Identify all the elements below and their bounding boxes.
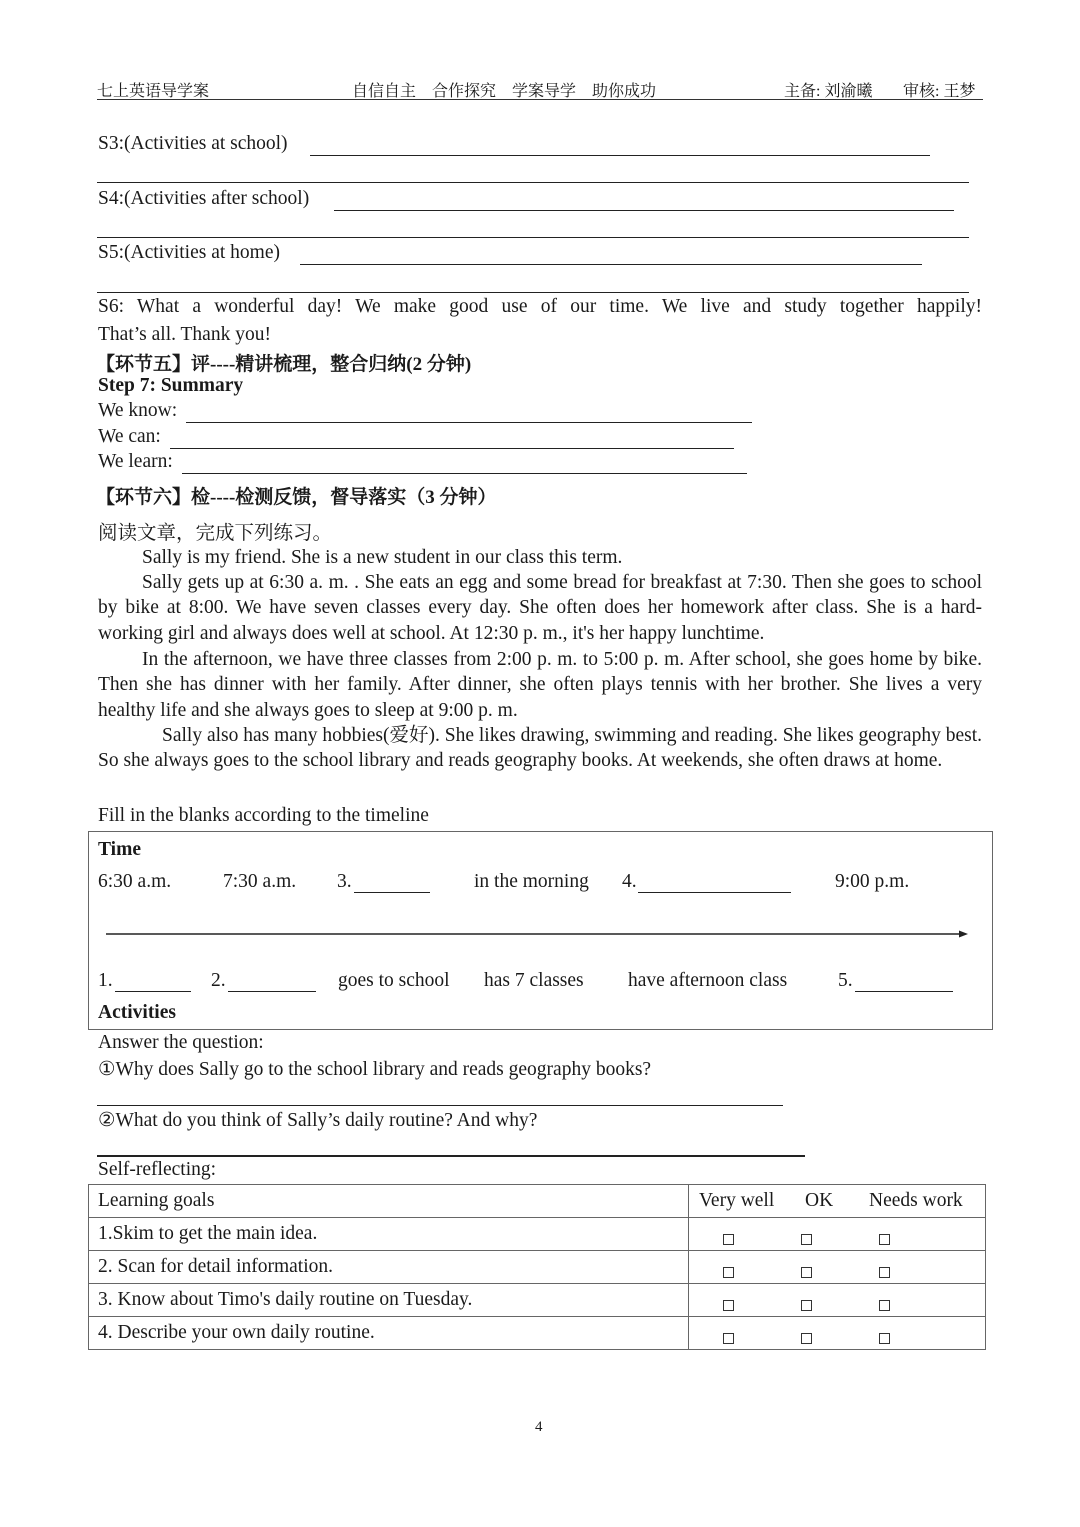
time-item-morning: in the morning (474, 871, 589, 892)
activity-blank-2[interactable] (228, 991, 316, 992)
header-center: 自信自主 合作探究 学案导学 助你成功 (352, 83, 657, 100)
timeline-instruction: Fill in the blanks according to the timeline (98, 805, 429, 826)
activity-blank-5-label: 5. (838, 970, 853, 991)
rating-cell (689, 1251, 986, 1284)
reading-instruction: 阅读文章，完成下列练习。 (98, 523, 333, 544)
time-item-6: 9:00 p.m. (835, 871, 910, 892)
s3-answer-line[interactable] (310, 155, 930, 156)
s4-answer-line[interactable] (334, 210, 954, 211)
goal-text: 4. Describe your own daily routine. (89, 1317, 689, 1350)
header-left: 七上英语导学案 (97, 83, 210, 100)
we-know-label: We know: (98, 400, 178, 421)
passage-paragraph-4: Sally also has many hobbies(爱好). She likes drawing, swimming and reading. She likes geography best. So she always goes to the school library and reads geography books. At weekends, she often draws at home. (98, 725, 982, 772)
question-2-answer-line[interactable] (97, 1155, 805, 1157)
s5-answer-line[interactable] (300, 264, 922, 265)
activity-goes-to-school: goes to school (338, 970, 450, 991)
checkbox-ok[interactable] (801, 1333, 812, 1344)
goal-text: 3. Know about Timo's daily routine on Tuesday. (89, 1284, 689, 1317)
time-blank-3[interactable] (354, 892, 430, 893)
checkbox-needs-work[interactable] (879, 1234, 890, 1245)
checkbox-ok[interactable] (801, 1300, 812, 1311)
col-needs-work: Needs work (869, 1190, 963, 1211)
activity-has-classes: has 7 classes (484, 970, 584, 991)
s6-line-1: S6: What a wonderful day! We make good use of our time. We live and study together happily! (98, 296, 982, 317)
time-blank-4[interactable] (638, 892, 791, 893)
activity-blank-1-label: 1. (98, 970, 113, 991)
s6-line-2: That’s all. Thank you! (98, 324, 271, 345)
checkbox-very-well[interactable] (723, 1333, 734, 1344)
header-reviewer: 审核: 王梦 (903, 83, 976, 100)
s5-answer-line-2[interactable] (97, 292, 969, 293)
rating-header-cell (689, 1185, 986, 1218)
questions-heading: Answer the question: (98, 1032, 264, 1053)
self-reflect-table (88, 1184, 986, 1350)
col-very-well: Very well (699, 1190, 775, 1211)
table-row (89, 1251, 986, 1284)
section5-title: 【环节五】评----精讲梳理，整合归纳(2 分钟) (96, 354, 472, 375)
checkbox-very-well[interactable] (723, 1300, 734, 1311)
rating-cell (689, 1317, 986, 1350)
s5-label: S5:(Activities at home) (98, 242, 280, 263)
timeline-activities-label: Activities (98, 1002, 176, 1023)
checkbox-ok[interactable] (801, 1267, 812, 1278)
page-number: 4 (535, 1419, 543, 1435)
rating-cell (689, 1284, 986, 1317)
s3-answer-line-2[interactable] (97, 182, 969, 183)
s3-label: S3:(Activities at school) (98, 133, 288, 154)
passage-paragraph-1: Sally is my friend. She is a new student in our class this term. (142, 547, 623, 568)
timeline-time-label: Time (98, 839, 141, 860)
checkbox-very-well[interactable] (723, 1267, 734, 1278)
s4-answer-line-2[interactable] (97, 237, 969, 238)
rating-cell (689, 1218, 986, 1251)
we-learn-line[interactable] (182, 473, 747, 474)
passage-paragraph-2: Sally gets up at 6:30 a. m. . She eats an egg and some bread for breakfast at 7:30. Then she goes to school by bike at 8:00. We have seven classes every day. She often does her homework after class. She is a hard-working girl and always does well at school. At 12:30 p. m., it's her happy lunchtime. (98, 572, 982, 644)
activity-blank-2-label: 2. (211, 970, 226, 991)
step7-title: Step 7: Summary (98, 375, 244, 396)
s4-label: S4:(Activities after school) (98, 188, 310, 209)
question-1-answer-line[interactable] (97, 1105, 783, 1106)
we-learn-label: We learn: (98, 451, 173, 472)
checkbox-needs-work[interactable] (879, 1300, 890, 1311)
col-ok: OK (805, 1190, 834, 1211)
checkbox-ok[interactable] (801, 1234, 812, 1245)
passage-paragraph-3: In the afternoon, we have three classes from 2:00 p. m. to 5:00 p. m. After school, she goes home by bike. Then she has dinner with her family. After dinner, she often plays tennis with her brother. She lives a very healthy life and she always goes to sleep at 9:00 p. m. (98, 649, 982, 721)
self-reflect-heading: Self-reflecting: (98, 1159, 217, 1180)
we-can-label: We can: (98, 426, 161, 447)
header-divider (97, 99, 983, 100)
timeline-arrow (104, 927, 970, 941)
we-can-line[interactable] (170, 448, 734, 449)
activity-blank-5[interactable] (855, 991, 953, 992)
time-blank-3-label: 3. (337, 871, 352, 892)
activity-blank-1[interactable] (115, 991, 191, 992)
question-1: ①Why does Sally go to the school library and reads geography books? (98, 1059, 652, 1080)
time-blank-4-label: 4. (622, 871, 637, 892)
self-reflect-header-row (89, 1185, 986, 1218)
goal-text: 1.Skim to get the main idea. (89, 1218, 689, 1251)
goal-text: 2. Scan for detail information. (89, 1251, 689, 1284)
section6-title: 【环节六】检----检测反馈，督导落实（3 分钟） (96, 487, 497, 508)
col-learning-goals: Learning goals (89, 1185, 689, 1218)
we-know-line[interactable] (186, 422, 752, 423)
table-row (89, 1218, 986, 1251)
question-2: ②What do you think of Sally’s daily routine? And why? (98, 1110, 538, 1131)
activity-afternoon-class: have afternoon class (628, 970, 788, 991)
time-item-2: 7:30 a.m. (223, 871, 297, 892)
checkbox-very-well[interactable] (723, 1234, 734, 1245)
checkbox-needs-work[interactable] (879, 1267, 890, 1278)
header-editor: 主备: 刘渝曦 (784, 83, 873, 100)
table-row (89, 1317, 986, 1350)
table-row (89, 1284, 986, 1317)
checkbox-needs-work[interactable] (879, 1333, 890, 1344)
time-item-1: 6:30 a.m. (98, 871, 172, 892)
